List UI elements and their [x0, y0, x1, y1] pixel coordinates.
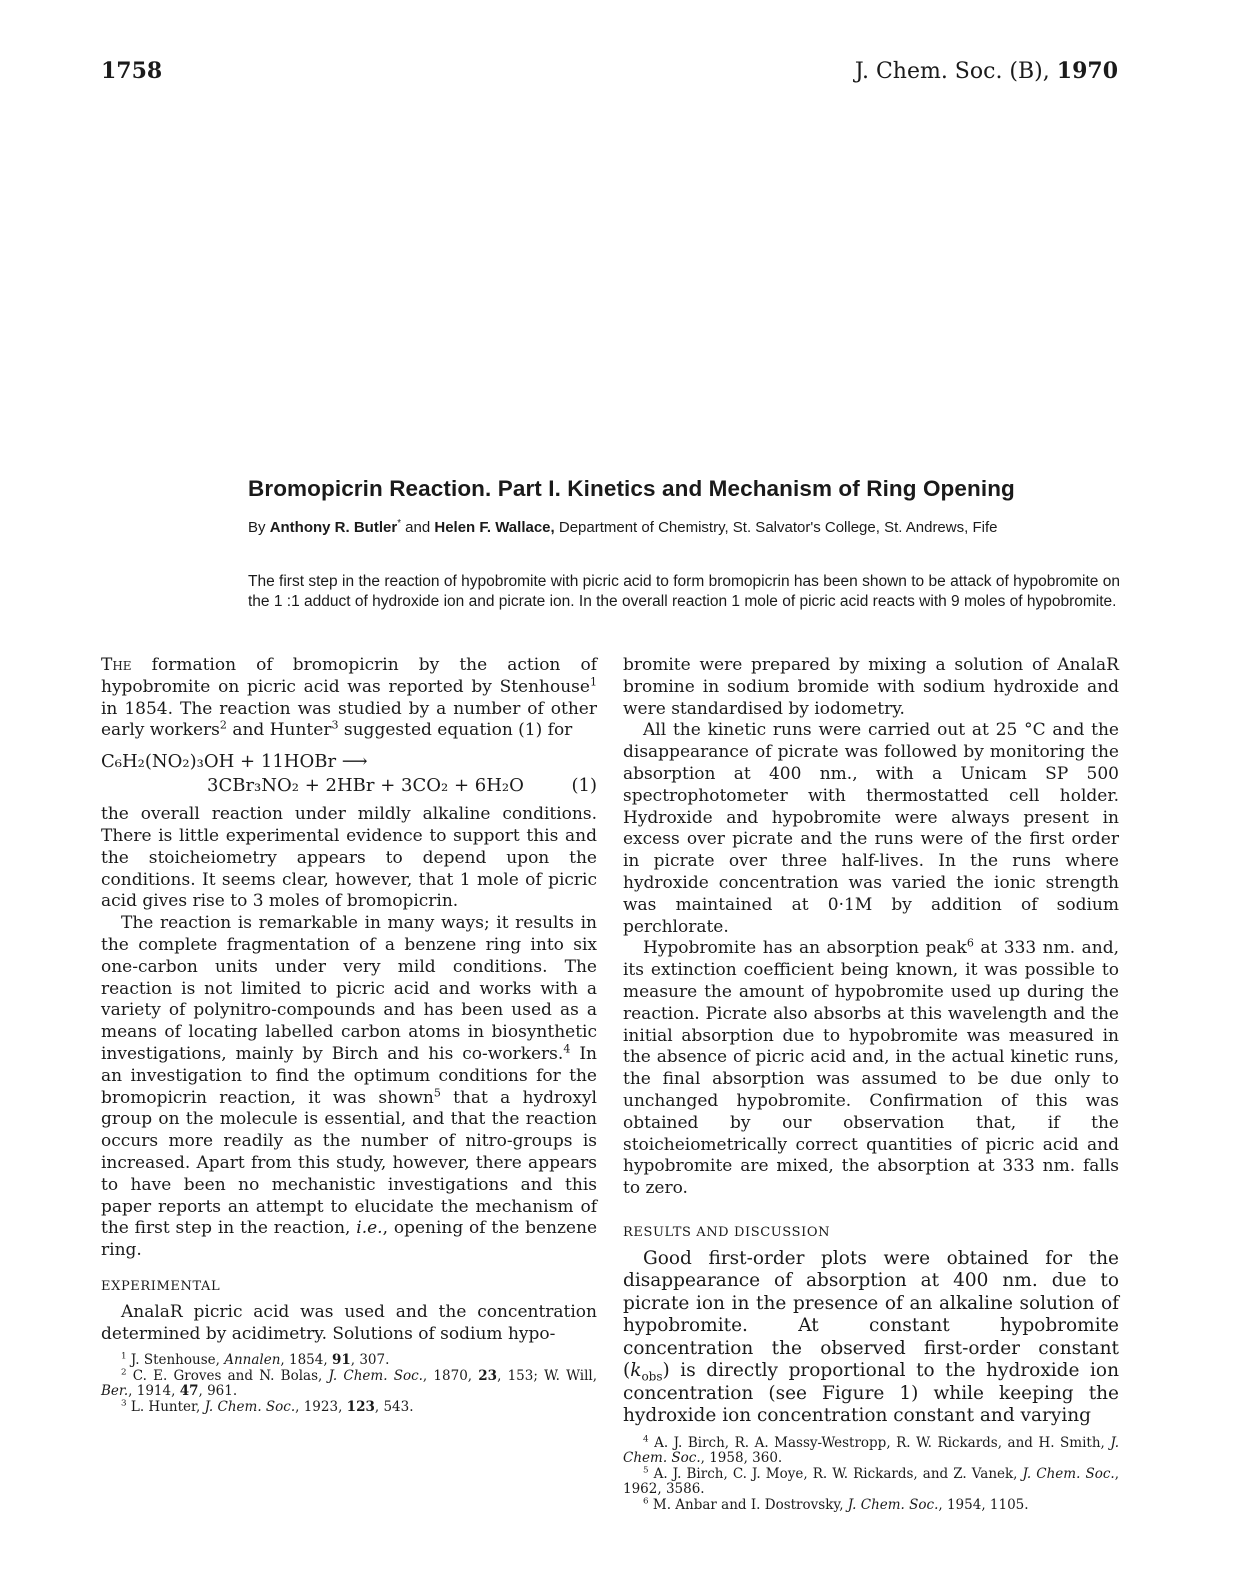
byline [248, 518, 1120, 538]
paragraph: All the kinetic runs were carried out at 25 °C and the disappearance of picrate was followed by monitoring the absorption at 400 nm., with a Unicam SP 500 spectrophotometer with thermostatted cell holder. Hydroxide and hypobromite were always present in excess over picrate and the runs were of the first order in picrate over three half-lives. In the runs where hydroxide concentration was varied the ionic strength was maintained at 0·1M by addition of sodium perchlorate. [623, 720, 1119, 937]
equation-number: (1) [571, 775, 597, 797]
author-1: Anthony R. Butler [269, 519, 398, 536]
paragraph: The reaction is remarkable in many ways; it results in the complete fragmentation of a benzene ring into six one-carbon units under very mild conditions. The reaction is not limited to picric acid and works with a variety of polynitro-compounds and has been used as a means of locating labelled carbon atoms in biosynthetic investigations, mainly by Birch and his co-workers.$^4$ In an investigation to find the optimum conditions for the bromopicrin reaction, it was shown$^5$ that a hydroxyl group on the molecule is essential, and that the reaction occurs more readily as the number of nitro-groups is increased. Apart from this study, however, there appears to have been no mechanistic investigations and this paper reports an attempt to elucidate the mechanism of the first step in the reaction, i.e., opening of the benzene ring. [101, 913, 597, 1261]
section-heading-results: RESULTS AND DISCUSSION [623, 1224, 831, 1240]
abstract: The first step in the reaction of hypobromite with picric acid to form bromopicrin has been shown to be attack of hypobromite on the 1 :1 adduct of hydroxide ion and picrate ion. In the overall reaction 1 mole of picric acid reacts with 9 moles of hypobromite. [248, 573, 1120, 610]
ref-2: 2 [219, 718, 227, 732]
ref-6: 6 [966, 936, 974, 950]
paragraph: Good first-order plots were obtained for the disappearance of absorption at 400 nm. due to picrate ion in the presence of an alkaline solution of hypobromite. At constant hypobromite concentration the observed first-order constant $(k_{obs})$ is directly proportional to the hydroxide ion concentration (see Figure 1) while keeping the hydroxide ion concentration constant and varying [623, 1247, 1119, 1427]
footnotes-left [101, 1353, 597, 1415]
footnote: $^4$ A. J. Birch, R. A. Massy-Westropp, R. W. Rickards, and H. Smith, J. Chem. Soc., 1958, 360. [623, 1434, 1120, 1467]
equation-line-2: 3CBr₃NO₂ + 2HBr + 3CO₂ + 6H₂O [207, 775, 524, 797]
journal-name: J. Chem. Soc. (B), [854, 59, 1050, 84]
paragraph: Hypobromite has an absorption peak$^6$ at 333 nm. and, its extinction coefficient being known, it was possible to measure the amount of hypobromite used up during the reaction. Picrate also absorbs at this wavelength and the initial absorption due to hypobromite was measured in the absence of picric acid and, in the actual kinetic runs, the final absorption was assumed to be due only to unchanged hypobromite. Confirmation of this was obtained by our observation that, if the stoicheiometrically correct quantities of picric acid and hypobromite are mixed, the absorption at 333 nm. falls to zero. [623, 936, 1119, 1199]
lead-word: The [101, 655, 132, 675]
footnote: $^6$ M. Anbar and I. Dostrovsky, J. Chem. Soc., 1954, 1105. [643, 1496, 1029, 1513]
footnote: $^5$ A. J. Birch, C. J. Moye, R. W. Rickards, and Z. Vanek, J. Chem. Soc., 1962, 3586. [623, 1465, 1119, 1498]
left-column [101, 655, 597, 1415]
paragraph: the overall reaction under mildly alkaline conditions. There is little experimental evidence to support this and the stoicheiometry appears to depend upon the conditions. It seems clear, however, that 1 mole of picric acid gives rise to 3 moles of bromopicrin. [101, 804, 597, 912]
ref-5: 5 [433, 1085, 441, 1099]
intro-paragraph: The formation of bromopicrin by the action of hypobromite on picric acid was reported by Stenhouse$^1$ in 1854. The reaction was studied by a number of other early workers$^2$ and Hunter$^3$ suggested equation (1) for [101, 655, 597, 741]
byline-and: and [405, 519, 431, 536]
byline-prefix: By [248, 519, 266, 536]
paragraph: AnalaR picric acid was used and the concentration determined by acidimetry. Solutions of sodium hypo- [101, 1301, 597, 1344]
journal-year: 1970 [1056, 58, 1118, 84]
ref-1: 1 [589, 675, 597, 689]
article-title: Bromopicrin Reaction. Part I. Kinetics and Mechanism of Ring Opening [248, 476, 1015, 501]
equation-1 [101, 750, 597, 798]
author-2: Helen F. Wallace, [434, 519, 555, 536]
journal-citation [855, 58, 1118, 84]
affiliation: Department of Chemistry, St. Salvator's College, St. Andrews, Fife [558, 519, 998, 536]
ref-4: 4 [563, 1042, 571, 1056]
footnotes-right [623, 1436, 1119, 1514]
section-heading-experimental: EXPERIMENTAL [101, 1278, 221, 1294]
footnote: $^1$ J. Stenhouse, Annalen, 1854, 91, 307. [121, 1351, 390, 1369]
corresponding-author-mark: * [397, 518, 401, 529]
right-column [623, 655, 1119, 1513]
footnote: $^3$ L. Hunter, J. Chem. Soc., 1923, 123, 543. [121, 1398, 414, 1415]
ref-3: 3 [331, 718, 339, 732]
footnote: $^2$ C. E. Groves and N. Bolas, J. Chem. Soc., 1870, 23, 153; W. Will, Ber., 1914, 47, 961. [101, 1367, 598, 1400]
paragraph: bromite were prepared by mixing a solution of AnalaR bromine in sodium bromide with sodium hydroxide and were standardised by iodometry. [623, 655, 1119, 719]
equation-line-1: C₆H₂(NO₂)₃OH + 11HOBr ⟶ [101, 751, 368, 773]
page-number: 1758 [101, 58, 163, 84]
